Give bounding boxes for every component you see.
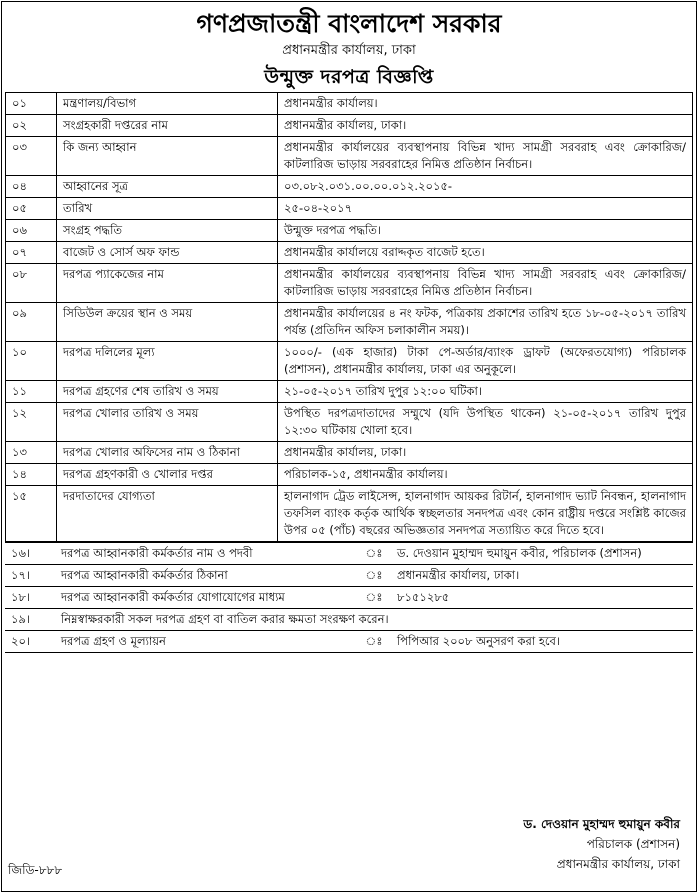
- row-label: আহ্বানের সূত্র: [57, 176, 278, 198]
- row-value: ১০০০/- (এক হাজার) টাকা পে-অর্ডার/ব্যাংক ড্রাফট (অফেরতযোগ্য) পরিচালক (প্রশাসন), প্রধানমন্ত্রীর কার্যালয়, ঢাকা এর অনুকূলে।: [278, 342, 693, 381]
- notice-header: [2, 2, 696, 92]
- item-colon: ঃ: [357, 565, 391, 587]
- row-label: দরপত্র খোলার তারিখ ও সময়: [57, 403, 278, 442]
- tender-notice-page: [1, 1, 697, 892]
- item-colon: ঃ: [357, 543, 391, 565]
- row-number: ০২: [6, 115, 57, 137]
- table-row: [6, 403, 693, 442]
- officer-details-table: [5, 542, 693, 653]
- item-colon: ঃ: [357, 587, 391, 609]
- list-item: [5, 587, 693, 609]
- row-number: ০৯: [6, 303, 57, 342]
- table-row: [6, 464, 693, 486]
- row-number: ১৪: [6, 464, 57, 486]
- row-value: ২৫-০৪-২০১৭: [278, 198, 693, 220]
- row-value: ২১-০৫-২০১৭ তারিখ দুপুর ১২:০০ ঘটিকা।: [278, 381, 693, 403]
- table-row: [6, 303, 693, 342]
- row-number: ০৭: [6, 242, 57, 264]
- list-item: [5, 565, 693, 587]
- item-number: ১৮।: [5, 587, 55, 609]
- table-row: [6, 486, 693, 542]
- table-row: [6, 93, 693, 115]
- memo-number: জিডি-৮৮৮: [8, 863, 63, 877]
- government-title: গণপ্রজাতন্ত্রী বাংলাদেশ সরকার: [196, 9, 502, 38]
- row-label: সংগ্রহকারী দপ্তরের নাম: [57, 115, 278, 137]
- row-value: উন্মুক্ত দরপত্র পদ্ধতি।: [278, 220, 693, 242]
- notice-heading: উন্মুক্ত দরপত্র বিজ্ঞপ্তি: [264, 66, 434, 88]
- row-value: ০৩.০৮২.০৩১.০০.০০.০১২.২০১৫-: [278, 176, 693, 198]
- row-number: ০৫: [6, 198, 57, 220]
- row-number: ১৫: [6, 486, 57, 542]
- row-value: প্রধানমন্ত্রীর কার্যালয়ে বরাদ্দকৃত বাজেট হতে।: [278, 242, 693, 264]
- row-number: ১৩: [6, 442, 57, 464]
- row-value: প্রধানমন্ত্রীর কার্যালয়ের ব্যবস্থাপনায় বিভিন্ন খাদ্য সামগ্রী সরবরাহ এবং ক্রোকারিজ/কাটলারিজ ভাড়ায় সরবরাহের নিমিত্ত প্রতিষ্ঠান নির্বাচন।: [278, 264, 693, 303]
- row-label: দরপত্র গ্রহণকারী ও খোলার দপ্তর: [57, 464, 278, 486]
- row-label: দরদাতাদের যোগ্যতা: [57, 486, 278, 542]
- row-label: সংগ্রহ পদ্ধতি: [57, 220, 278, 242]
- table-row: [6, 176, 693, 198]
- item-label: দরপত্র গ্রহণ ও মূল্যায়ন: [55, 631, 357, 653]
- row-number: ১১: [6, 381, 57, 403]
- row-value: প্রধানমন্ত্রীর কার্যালয়, ঢাকা।: [278, 442, 693, 464]
- row-label: দরপত্র গ্রহণের শেষ তারিখ ও সময়: [57, 381, 278, 403]
- table-row: [6, 242, 693, 264]
- item-number: ১৬।: [5, 543, 55, 565]
- row-value: প্রধানমন্ত্রীর কার্যালয়ের ৪ নং ফটক, পত্রিকায় প্রকাশের তারিখ হতে ১৮-০৫-২০১৭ তারিখ পর্যন্ত (প্রতিদিন অফিস চলাকালীন সময়)।: [278, 303, 693, 342]
- table-row: [6, 198, 693, 220]
- row-label: দরপত্র দলিলের মূল্য: [57, 342, 278, 381]
- item-number: ২০।: [5, 631, 55, 653]
- item-value: পিপিআর ২০০৮ অনুসরণ করা হবে।: [391, 631, 693, 653]
- row-label: দরপত্র প্যাকেজের নাম: [57, 264, 278, 303]
- table-row: [6, 342, 693, 381]
- row-label: সিডিউল ক্রয়ের স্থান ও সময়: [57, 303, 278, 342]
- row-number: ১২: [6, 403, 57, 442]
- item-text: নিম্নস্বাক্ষরকারী সকল দরপত্র গ্রহণ বা বাতিল করার ক্ষমতা সংরক্ষণ করেন।: [55, 609, 693, 631]
- signatory-office: প্রধানমন্ত্রীর কার্যালয়, ঢাকা: [556, 857, 680, 871]
- row-number: ০৬: [6, 220, 57, 242]
- signatory-designation: পরিচালক (প্রশাসন): [586, 837, 680, 851]
- list-item: [5, 543, 693, 565]
- row-label: তারিখ: [57, 198, 278, 220]
- row-number: ১০: [6, 342, 57, 381]
- office-subtitle: প্রধানমন্ত্রীর কার্যালয়, ঢাকা: [282, 43, 416, 58]
- table-row: [6, 264, 693, 303]
- row-value: হালনাগাদ ট্রেড লাইসেন্স, হালনাগাদ আয়কর রিটার্ন, হালনাগাদ ভ্যাট নিবন্ধন, হালনাগাদ তফসিল ব্যাংক কর্তৃক আর্থিক স্বচ্ছলতার সনদপত্র এবং কোন রাষ্ট্রীয় দপ্তরে সংশ্লিষ্ট কাজের উপর ০৫ (পাঁচ) বছরের অভিজ্ঞতার সনদপত্র সত্যায়িত করে দিতে হবে।: [278, 486, 693, 542]
- tender-details-table: [5, 92, 693, 542]
- item-label: দরপত্র আহ্বানকারী কর্মকর্তার ঠিকানা: [55, 565, 357, 587]
- row-number: ০৪: [6, 176, 57, 198]
- signature-block: [523, 814, 680, 874]
- row-value: প্রধানমন্ত্রীর কার্যালয়ের ব্যবস্থাপনায় বিভিন্ন খাদ্য সামগ্রী সরবরাহ এবং ক্রোকারিজ/কাটলারিজ ভাড়ায় সরবরাহের নিমিত্ত প্রতিষ্ঠান নির্বাচন।: [278, 137, 693, 176]
- row-label: কি জন্য আহ্বান: [57, 137, 278, 176]
- row-number: ০১: [6, 93, 57, 115]
- row-label: দরপত্র খোলার অফিসের নাম ও ঠিকানা: [57, 442, 278, 464]
- row-number: ০৩: [6, 137, 57, 176]
- table-row: [6, 115, 693, 137]
- item-number: ১৭।: [5, 565, 55, 587]
- row-label: মন্ত্রণালয়/বিভাগ: [57, 93, 278, 115]
- list-item: [5, 631, 693, 653]
- table-row: [6, 381, 693, 403]
- item-label: দরপত্র আহ্বানকারী কর্মকর্তার যোগাযোগের মাধ্যম: [55, 587, 357, 609]
- item-value: ড. দেওয়ান মুহাম্মদ হুমায়ুন কবীর, পরিচালক (প্রশাসন): [391, 543, 693, 565]
- row-value: প্রধানমন্ত্রীর কার্যালয়, ঢাকা।: [278, 115, 693, 137]
- table-row: [6, 137, 693, 176]
- row-value: পরিচালক-১৫, প্রধানমন্ত্রীর কার্যালয়।: [278, 464, 693, 486]
- row-value: উপস্থিত দরপত্রদাতাদের সম্মুখে (যদি উপস্থিত থাকেন) ২১-০৫-২০১৭ তারিখ দুপুর ১২:৩০ ঘটিকায় খোলা হবে।: [278, 403, 693, 442]
- signatory-name: ড. দেওয়ান মুহাম্মদ হুমায়ুন কবীর: [523, 817, 680, 831]
- item-label: দরপত্র আহ্বানকারী কর্মকর্তার নাম ও পদবী: [55, 543, 357, 565]
- item-value: ৮১৫১২৮৫: [391, 587, 693, 609]
- table-row: [6, 442, 693, 464]
- item-colon: ঃ: [357, 631, 391, 653]
- table-row: [6, 220, 693, 242]
- list-item: [5, 609, 693, 631]
- row-label: বাজেট ও সোর্স অফ ফান্ড: [57, 242, 278, 264]
- row-number: ০৮: [6, 264, 57, 303]
- item-number: ১৯।: [5, 609, 55, 631]
- row-value: প্রধানমন্ত্রীর কার্যালয়।: [278, 93, 693, 115]
- item-value: প্রধানমন্ত্রীর কার্যালয়, ঢাকা।: [391, 565, 693, 587]
